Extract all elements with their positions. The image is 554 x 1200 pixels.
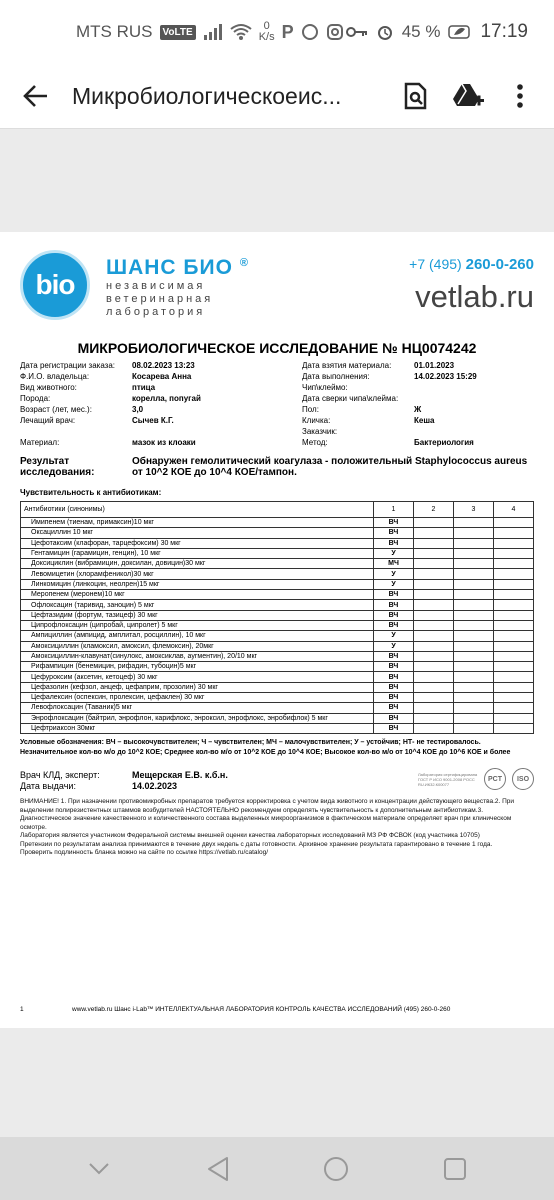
table-row: [21, 703, 534, 713]
empty-cell: [414, 713, 454, 723]
field-value: [414, 426, 544, 437]
field-label: Дата выполнения:: [302, 372, 370, 381]
legend-symbols: Условные обозначения: ВЧ – высокочувствителен; Ч – чувствителен; МЧ – малочувствителен; У – устойчив; НТ- не тестировалось.: [20, 739, 481, 747]
table-header-col-3: 3: [454, 502, 494, 518]
antibiotic-name: Оксациллин 10 мкг: [21, 528, 374, 538]
result-section: [20, 456, 534, 478]
sensitivity-value: ВЧ: [374, 693, 414, 703]
empty-cell: [454, 569, 494, 579]
p-app-icon: P: [281, 21, 294, 42]
sensitivity-value: ВЧ: [374, 662, 414, 672]
sensitivity-value: У: [374, 569, 414, 579]
table-row: [21, 713, 534, 723]
antibiotic-name: Цефазолин (кефзол, анцеф, цефаприм, прозолин) 30 мкг: [21, 682, 374, 692]
empty-cell: [494, 518, 534, 528]
square-recents-icon: [443, 1157, 467, 1181]
table-header-col-4: 4: [494, 502, 534, 518]
empty-cell: [494, 682, 534, 692]
antibiotic-name: Амоксициллин (кламоксил, амоксил, флемоксин), 20мкг: [21, 641, 374, 651]
sensitivity-value: ВЧ: [374, 590, 414, 600]
certification-text: Лаборатория сертифицирована ГОСТ Р ИСО 9001-2008 РОСС RU.ИК32.К00077: [418, 771, 478, 787]
empty-cell: [414, 569, 454, 579]
add-to-drive-button[interactable]: [448, 76, 488, 116]
sensitivity-value: У: [374, 579, 414, 589]
field-label: Вид животного:: [20, 383, 77, 392]
empty-cell: [414, 590, 454, 600]
table-row: [21, 620, 534, 630]
empty-cell: [454, 713, 494, 723]
empty-cell: [454, 600, 494, 610]
empty-cell: [414, 693, 454, 703]
empty-cell: [414, 662, 454, 672]
sensitivity-value: ВЧ: [374, 528, 414, 538]
empty-cell: [494, 662, 534, 672]
empty-cell: [454, 518, 494, 528]
empty-cell: [494, 528, 534, 538]
sensitivity-value: ВЧ: [374, 620, 414, 630]
table-row: [21, 723, 534, 733]
table-row: [21, 590, 534, 600]
table-header-name: Антибиотики (синонимы): [21, 502, 374, 518]
table-row: [21, 631, 534, 641]
antibiotic-name: Цефтриаксон 30мкг: [21, 723, 374, 733]
field-label: Лечащий врач:: [20, 416, 76, 425]
footer-text: www.vetlab.ru Шанс i-Lab™ ИНТЕЛЛЕКТУАЛЬНАЯ ЛАБОРАТОРИЯ КОНТРОЛЬ КАЧЕСТВА ИССЛЕДОВАНИЙ (495) 260-0-260: [72, 1006, 451, 1013]
chevron-down-icon: [88, 1162, 110, 1176]
battery-label: 45 %: [401, 22, 441, 41]
antibiotic-name: Левомицетин (хлорамфеникол)30 мкг: [21, 569, 374, 579]
table-row: [21, 641, 534, 651]
order-fields: [20, 360, 534, 448]
empty-cell: [454, 528, 494, 538]
nav-back-button[interactable]: [198, 1149, 238, 1189]
sensitivity-value: У: [374, 548, 414, 558]
empty-cell: [494, 548, 534, 558]
empty-cell: [454, 538, 494, 548]
table-row: [21, 569, 534, 579]
sensitivity-value: ВЧ: [374, 610, 414, 620]
field-value: Бактериология: [414, 438, 474, 447]
sensitivity-value: ВЧ: [374, 723, 414, 733]
table-row: [21, 528, 534, 538]
doctor-value: Мещерская Е.В. к.б.н.: [132, 770, 228, 781]
issue-date-value: 14.02.2023: [132, 781, 178, 792]
field-label: Кличка:: [302, 416, 331, 425]
wifi-icon: [230, 23, 252, 41]
alarm-icon: [376, 23, 394, 41]
empty-cell: [414, 620, 454, 630]
sensitivity-title: Чувствительность к антибиотикам:: [20, 488, 162, 497]
instagram-icon: [326, 23, 344, 41]
letterhead: [20, 250, 534, 336]
brand-name: [106, 256, 249, 280]
sensitivity-value: ВЧ: [374, 600, 414, 610]
data-speed: [259, 21, 275, 43]
field-label: Порода:: [20, 394, 51, 403]
note-fsvok: Лаборатория является участником Федеральной системы внешней оценки качества лабораторных исследований МЗ РФ ФСВОК (код участника 10705): [20, 832, 480, 840]
table-header-col-2: 2: [414, 502, 454, 518]
antibiotic-name: Меропенем (меронем)10 мкг: [21, 590, 374, 600]
more-options-button[interactable]: [500, 76, 540, 116]
note-verify: Проверить подлинность бланка можно на сайте по ссылке https://vetlab.ru/catalog/: [20, 849, 269, 857]
contact-block: [409, 256, 534, 315]
empty-cell: [494, 672, 534, 682]
antibiotic-name: Ципрофлоксацин (ципробай, ципролет) 5 мкг: [21, 620, 374, 630]
empty-cell: [414, 579, 454, 589]
table-row: [21, 610, 534, 620]
brand-sub-1: независимая: [106, 280, 206, 292]
data-speed-value: 0: [263, 20, 270, 32]
empty-cell: [454, 662, 494, 672]
signature-block: [20, 770, 534, 792]
table-row: [21, 548, 534, 558]
issue-date-label: Дата выдачи:: [20, 781, 76, 792]
legend: [20, 738, 534, 758]
empty-cell: [454, 672, 494, 682]
drive-add-icon: [452, 82, 484, 110]
empty-cell: [494, 620, 534, 630]
data-speed-unit: K/s: [258, 31, 275, 43]
field-value: Кеша: [414, 416, 435, 425]
sensitivity-value: ВЧ: [374, 672, 414, 682]
report-title: МИКРОБИОЛОГИЧЕСКОЕ ИССЛЕДОВАНИЕ № НЦ0074242: [77, 340, 477, 356]
iso-badge-icon: ISO: [512, 768, 534, 790]
empty-cell: [494, 651, 534, 661]
field-label: Возраст (лет, мес.):: [20, 405, 92, 414]
field-value: Ж: [414, 405, 422, 414]
page-footer: [20, 1006, 534, 1013]
table-row: [21, 600, 534, 610]
empty-cell: [454, 703, 494, 713]
table-row: [21, 538, 534, 548]
registered-mark: ®: [239, 257, 249, 269]
key-icon: [346, 25, 368, 39]
empty-cell: [414, 682, 454, 692]
search-in-document-button[interactable]: [396, 76, 436, 116]
phone: [409, 256, 534, 273]
status-bar: [0, 0, 554, 64]
antibiotic-name: Цефотаксим (клафоран, тарцефоксим) 30 мкг: [21, 538, 374, 548]
phone-number: 260-0-260: [465, 256, 534, 273]
empty-cell: [454, 641, 494, 651]
empty-cell: [494, 723, 534, 733]
app-bar: [0, 64, 554, 128]
field-value: 3,0: [132, 405, 144, 414]
sensitivity-value: ВЧ: [374, 538, 414, 548]
antibiotic-name: Доксициклин (вибрамицин, доксилан, довицин)30 мкг: [21, 559, 374, 569]
note-claims: Претензии по результатам анализа принимаются в течение двух недель с даты готовности. Архивное хранение результата гарантировано в течение 1 года.: [20, 840, 493, 848]
field-value: корелла, попугай: [132, 394, 201, 403]
document-page[interactable]: [0, 232, 554, 1028]
antibiotic-name: Офлоксацин (таривид, заноцин) 5 мкг: [21, 600, 374, 610]
field-label: Материал:: [20, 438, 60, 447]
empty-cell: [414, 672, 454, 682]
nav-recents-button[interactable]: [435, 1149, 475, 1189]
empty-cell: [454, 682, 494, 692]
empty-cell: [414, 703, 454, 713]
empty-cell: [454, 548, 494, 558]
antibiotic-name: Имипенем (тиенам, примаксин)10 мкг: [21, 518, 374, 528]
empty-cell: [414, 518, 454, 528]
circle-home-icon: [323, 1156, 349, 1182]
table-row: [21, 662, 534, 672]
field-value: птица: [132, 383, 156, 392]
notes: [20, 798, 534, 858]
table-row: [21, 672, 534, 682]
empty-cell: [494, 590, 534, 600]
sensitivity-value: МЧ: [374, 559, 414, 569]
phone-prefix: +7 (495): [409, 256, 462, 272]
empty-cell: [494, 693, 534, 703]
antibiotic-name: Цефтазидим (фортум, тазицеф) 30 мкг: [21, 610, 374, 620]
sensitivity-value: ВЧ: [374, 703, 414, 713]
empty-cell: [414, 651, 454, 661]
antibiotic-name: Левофлоксацин (Таваник)5 мкг: [21, 703, 374, 713]
table-row: [21, 651, 534, 661]
empty-cell: [414, 538, 454, 548]
empty-cell: [414, 631, 454, 641]
signal-icon: [203, 24, 223, 40]
bio-logo: [20, 250, 90, 320]
empty-cell: [494, 559, 534, 569]
back-button[interactable]: [0, 64, 72, 128]
volte-badge: VoLTE: [160, 25, 196, 40]
sensitivity-value: У: [374, 641, 414, 651]
empty-cell: [454, 631, 494, 641]
result-text: Обнаружен гемолитический коагулаза - положительный Staphylococcus aureus от 10^2 КОЕ до 10^4 КОЕ/тампон.: [132, 456, 528, 478]
doctor-label: Врач КЛД, эксперт:: [20, 770, 100, 781]
field-value: [414, 393, 544, 404]
brand-sub-2: ветеринарная: [106, 293, 214, 305]
field-label: [20, 426, 132, 437]
empty-cell: [494, 703, 534, 713]
empty-cell: [494, 579, 534, 589]
field-value: [132, 426, 302, 437]
table-row: [21, 579, 534, 589]
legend-quantities: Незначительное кол-во м/о до 10^2 КОЕ; Среднее кол-во м/о от 10^2 КОЕ до 10^4 КОЕ; Высокое кол-во м/о от 10^4 КОЕ до 10^6 КОЕ и более: [20, 749, 511, 757]
logo-text: bio: [35, 269, 75, 300]
table-row: [21, 682, 534, 692]
brand-sub-3: лаборатория: [106, 306, 206, 318]
field-label: Чип\клеймо:: [302, 383, 348, 392]
empty-cell: [414, 559, 454, 569]
table-row: [21, 518, 534, 528]
empty-cell: [454, 693, 494, 703]
empty-cell: [494, 631, 534, 641]
antibiotic-name: Цефуроксим (аксетин, кетоцеф) 30 мкг: [21, 672, 374, 682]
empty-cell: [454, 620, 494, 630]
table-header-col-1: 1: [374, 502, 414, 518]
field-value: Сычев К.Г.: [132, 416, 174, 425]
field-value: 08.02.2023 13:23: [132, 361, 195, 370]
empty-cell: [414, 723, 454, 733]
antibiotic-name: Гентамицин (гарамицин, генцин), 10 мкг: [21, 548, 374, 558]
antibiotic-name: Энрофлоксацин (байтрил, энрофлон, карифлокс, энроксил, энрофлокс, энробифлок) 5 мкг: [21, 713, 374, 723]
result-label: Результат исследования:: [20, 456, 95, 478]
brand-block: [106, 256, 249, 319]
more-vert-icon: [516, 83, 524, 109]
empty-cell: [454, 723, 494, 733]
empty-cell: [414, 528, 454, 538]
field-value: Косарева Анна: [132, 372, 192, 381]
empty-cell: [494, 538, 534, 548]
nav-home-button[interactable]: [316, 1149, 356, 1189]
empty-cell: [494, 610, 534, 620]
empty-cell: [414, 610, 454, 620]
table-row: [21, 693, 534, 703]
note-warning: ВНИМАНИЕ! 1. При назначении противомикробных препаратов требуется корректировка с учетом вида животного и концентрации действующего вещества.2. При выделении полирезистентных штаммов возбудителей НАСТОЯТЕЛЬНО рекомендуем определять чувствительность к дополнительным антибиотикам.3. Диагностическое значение качественного и количественного состава выделенных микроорганизмов в фактическом материале определяет врач при клиническом осмотре.: [20, 798, 515, 831]
field-label: Дата регистрации заказа:: [20, 361, 116, 370]
field-value: 14.02.2023 15:29: [414, 372, 477, 381]
antibiotic-name: Рифампицин (бенемицин, рифадин, тубоцин)5 мкг: [21, 662, 374, 672]
sensitivity-value: ВЧ: [374, 518, 414, 528]
empty-cell: [454, 651, 494, 661]
table-header-row: [21, 502, 534, 518]
field-label: Метод:: [302, 438, 328, 447]
sensitivity-value: ВЧ: [374, 682, 414, 692]
system-nav-bar: [0, 1137, 554, 1200]
empty-cell: [454, 559, 494, 569]
antibiotic-name: Ампициллин (ампицид, амплитал, росциллин), 10 мкг: [21, 631, 374, 641]
clock: 17:19: [480, 21, 528, 42]
carrier-label: MTS RUS: [76, 22, 153, 41]
empty-cell: [494, 641, 534, 651]
empty-cell: [454, 610, 494, 620]
empty-cell: [494, 569, 534, 579]
certification-badges: [418, 768, 534, 790]
sensitivity-value: ВЧ: [374, 651, 414, 661]
empty-cell: [494, 600, 534, 610]
triangle-back-icon: [207, 1156, 229, 1182]
empty-cell: [414, 641, 454, 651]
field-value: мазок из клоаки: [132, 438, 196, 447]
sensitivity-value: У: [374, 631, 414, 641]
field-label: Дата сверки чипа\клейма:: [302, 394, 399, 403]
brand-name-text: ШАНС БИО: [106, 256, 233, 279]
page-number: 1: [20, 1006, 24, 1013]
field-label: Дата взятия материала:: [302, 361, 392, 370]
field-label: Заказчик:: [302, 427, 338, 436]
empty-cell: [454, 579, 494, 589]
field-value: 01.01.2023: [414, 361, 455, 370]
whatsapp-icon: [301, 23, 319, 41]
antibiotic-name: Цефалексин (оспексин, пролексин, цефаклен) 30 мкг: [21, 693, 374, 703]
nav-hide-button[interactable]: [79, 1149, 119, 1189]
empty-cell: [494, 713, 534, 723]
sensitivity-value: ВЧ: [374, 713, 414, 723]
antibiotic-table: [20, 501, 534, 734]
pct-badge-icon: PCT: [484, 768, 506, 790]
website: vetlab.ru: [415, 279, 534, 314]
arrow-back-icon: [23, 83, 49, 109]
empty-cell: [454, 590, 494, 600]
document-title: Микробиологическоеис...: [72, 82, 342, 109]
empty-cell: [414, 600, 454, 610]
table-row: [21, 559, 534, 569]
field-value: [414, 382, 544, 393]
antibiotic-name: Амоксициллин-клавунат(синулокс, амоксиклав, аугментин), 20/10 мкг: [21, 651, 374, 661]
document-search-icon: [403, 82, 429, 110]
antibiotic-name: Линкомицин (линкоцин, неолрен)15 мкг: [21, 579, 374, 589]
field-label: Ф.И.О. владельца:: [20, 372, 90, 381]
battery-icon: [448, 24, 472, 40]
field-label: Пол:: [302, 405, 319, 414]
empty-cell: [414, 548, 454, 558]
